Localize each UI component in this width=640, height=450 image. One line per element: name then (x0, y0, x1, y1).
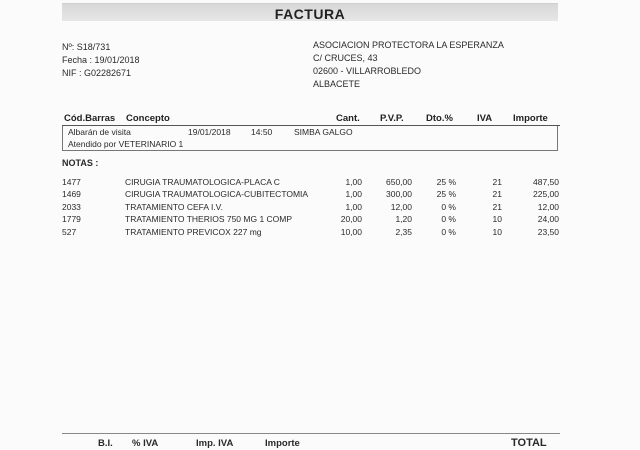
item-vat: 21 (492, 201, 502, 212)
item-discount: 25 % (436, 189, 456, 200)
client-name: ASOCIACION PROTECTORA LA ESPERANZA (313, 40, 504, 50)
title-bar (62, 3, 558, 21)
col-concept: Concepto (126, 113, 170, 124)
totals-header (62, 438, 560, 450)
item-vat: 21 (492, 189, 502, 200)
invoice-number: Nº: S18/731 (62, 42, 111, 52)
item-row (62, 202, 562, 214)
visit-date: 19/01/2018 (188, 127, 231, 137)
item-row (62, 189, 562, 201)
footer-vat-pct: % IVA (132, 438, 159, 449)
footer-total: TOTAL (511, 437, 547, 449)
item-qty: 1,00 (345, 177, 362, 187)
item-row (62, 177, 562, 189)
invoice-info (62, 41, 140, 80)
item-concept: TRATAMIENTO PREVICOX 227 mg (125, 226, 262, 237)
item-amount: 225,00 (533, 189, 559, 200)
notes-label: NOTAS : (62, 158, 99, 168)
items-list (62, 177, 562, 239)
item-pvp: 12,00 (390, 201, 412, 212)
item-code: 2033 (62, 201, 81, 212)
col-pvp: P.V.P. (380, 113, 404, 124)
col-amount: Importe (513, 113, 548, 124)
col-vat: IVA (477, 113, 493, 124)
visit-label: Albarán de visita (68, 127, 131, 137)
visit-time: 14:50 (251, 127, 273, 137)
invoice-title: FACTURA (274, 6, 346, 22)
item-discount: 25 % (436, 177, 456, 187)
item-pvp: 300,00 (386, 189, 412, 200)
item-pvp: 1,20 (395, 214, 412, 225)
item-qty: 10,00 (340, 226, 362, 237)
item-discount: 0 % (441, 214, 456, 225)
item-qty: 1,00 (345, 201, 362, 212)
visit-patient: SIMBA GALGO (294, 127, 353, 137)
item-discount: 0 % (441, 201, 456, 212)
col-qty: Cant. (336, 113, 360, 124)
item-vat: 10 (492, 214, 502, 225)
item-code: 1779 (62, 214, 81, 225)
item-qty: 20,00 (340, 214, 362, 225)
visit-attended: Atendido por VETERINARIO 1 (68, 139, 184, 149)
item-discount: 0 % (441, 226, 456, 237)
item-amount: 487,50 (533, 177, 559, 187)
item-code: 1469 (62, 189, 81, 200)
item-qty: 1,00 (345, 189, 362, 200)
invoice-date: Fecha : 19/01/2018 (62, 55, 140, 65)
invoice-nif: NIF : G02282671 (62, 68, 132, 78)
footer-amount: Importe (265, 438, 300, 449)
footer-vat-amount: Imp. IVA (196, 438, 234, 449)
item-amount: 23,50 (537, 226, 559, 237)
col-barcode: Cód.Barras (64, 113, 116, 124)
item-code: 1477 (62, 177, 81, 187)
item-pvp: 2,35 (395, 226, 412, 237)
item-amount: 12,00 (537, 201, 559, 212)
item-vat: 21 (492, 177, 502, 187)
item-concept: CIRUGIA TRAUMATOLOGICA-PLACA C (125, 177, 280, 187)
item-concept: TRATAMIENTO CEFA I.V. (125, 201, 223, 212)
item-code: 527 (62, 226, 77, 237)
item-amount: 24,00 (537, 214, 559, 225)
footer-divider (62, 433, 560, 434)
client-address: C/ CRUCES, 43 (313, 53, 378, 63)
visit-box (62, 126, 558, 151)
item-row (62, 214, 562, 226)
item-concept: CIRUGIA TRAUMATOLOGICA-CUBITECTOMIA (125, 189, 309, 200)
footer-bi: B.I. (98, 438, 113, 449)
client-province: ALBACETE (313, 79, 361, 89)
item-vat: 10 (492, 226, 502, 237)
client-info (313, 39, 504, 91)
item-row (62, 227, 562, 239)
client-city: 02600 - VILLARROBLEDO (313, 66, 422, 76)
item-pvp: 650,00 (386, 177, 412, 187)
item-concept: TRATAMIENTO THERIOS 750 MG 1 COMP (125, 214, 293, 225)
col-discount: Dto.% (426, 113, 453, 124)
